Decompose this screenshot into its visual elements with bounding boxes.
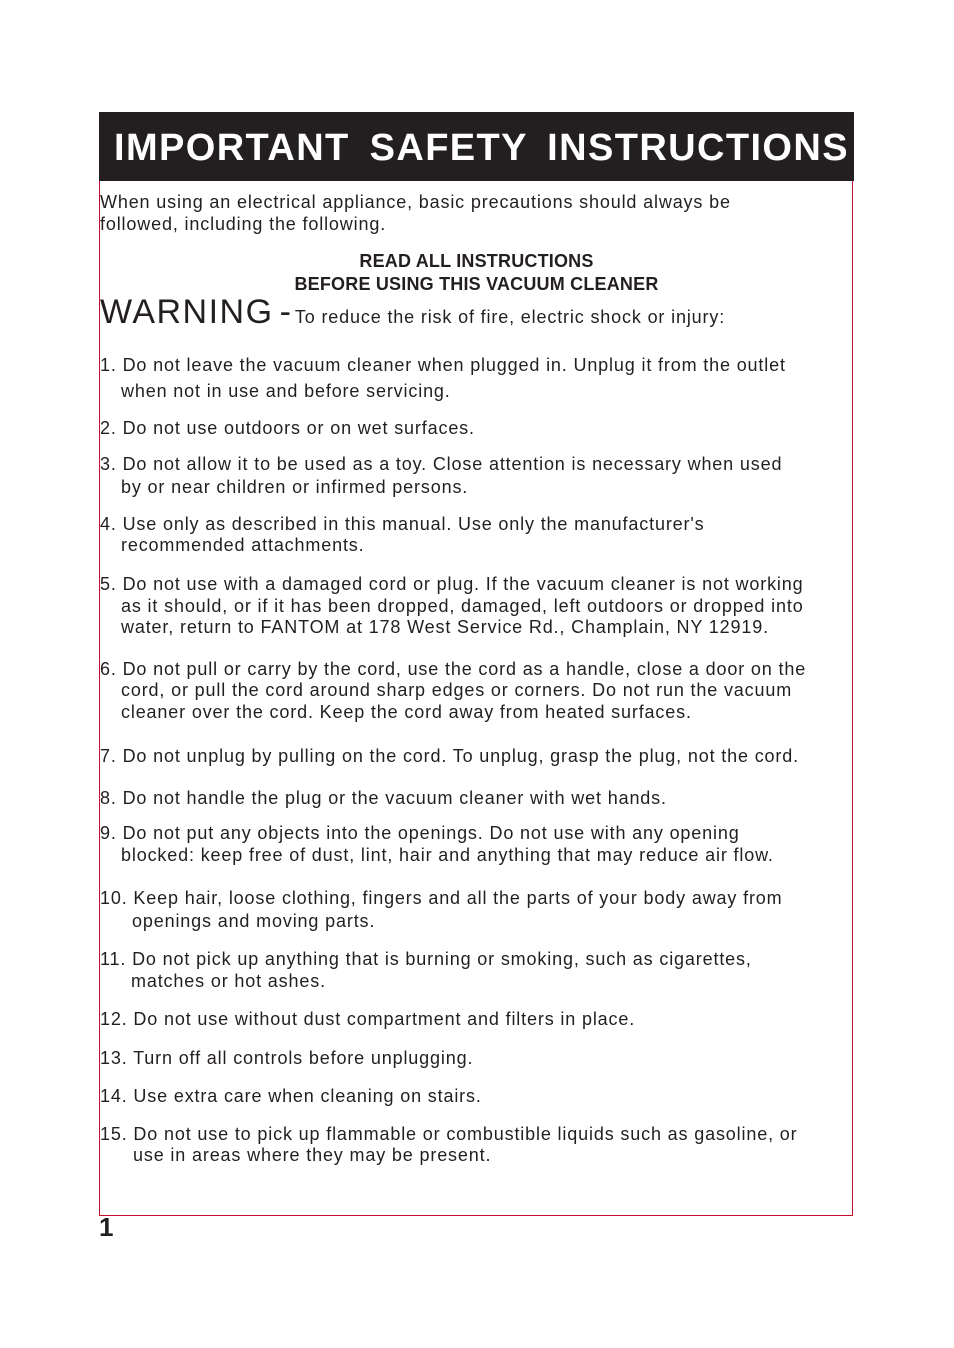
warning-line xyxy=(100,293,725,332)
read-heading-line-2: BEFORE USING THIS VACUUM CLEANER xyxy=(294,274,659,294)
instruction-item-6-line-3: cleaner over the cord. Keep the cord away from heated surfaces. xyxy=(121,702,692,722)
instruction-item-15-line-1: 15. Do not use to pick up flammable or combustible liquids such as gasoline, or xyxy=(100,1124,798,1144)
instruction-item-4-line-1: 4. Use only as described in this manual. Use only the manufacturer's xyxy=(100,514,705,534)
instruction-item-10-line-1: 10. Keep hair, loose clothing, fingers and all the parts of your body away from xyxy=(100,888,783,908)
warning-dash: - xyxy=(279,293,291,331)
instruction-item-12-line-1: 12. Do not use without dust compartment and filters in place. xyxy=(100,1009,636,1029)
instruction-item-13-line-1: 13. Turn off all controls before unplugging. xyxy=(100,1048,474,1068)
instruction-item-3-line-2: by or near children or infirmed persons. xyxy=(121,477,469,497)
instruction-item-9-line-2: blocked: keep free of dust, lint, hair and anything that may reduce air flow. xyxy=(121,845,774,865)
intro-line-2: followed, including the following. xyxy=(100,214,387,234)
instruction-item-7-line-1: 7. Do not unplug by pulling on the cord. To unplug, grasp the plug, not the cord. xyxy=(100,746,799,766)
instruction-item-1-line-1: 1. Do not leave the vacuum cleaner when plugged in. Unplug it from the outlet xyxy=(100,355,786,375)
page-title: IMPORTANT SAFETY INSTRUCTIONS xyxy=(114,127,849,169)
page-number: 1 xyxy=(99,1212,114,1242)
instruction-item-5-line-3: water, return to FANTOM at 178 West Service Rd., Champlain, NY 12919. xyxy=(121,617,769,637)
instruction-item-11-line-1: 11. Do not pick up anything that is burning or smoking, such as cigarettes, xyxy=(100,949,752,969)
title-bar xyxy=(99,112,854,181)
instruction-item-8-line-1: 8. Do not handle the plug or the vacuum cleaner with wet hands. xyxy=(100,788,667,808)
instruction-item-2-line-1: 2. Do not use outdoors or on wet surfaces. xyxy=(100,418,475,438)
instruction-item-14-line-1: 14. Use extra care when cleaning on stairs. xyxy=(100,1086,482,1106)
instruction-item-3-line-1: 3. Do not allow it to be used as a toy. Close attention is necessary when used xyxy=(100,454,783,474)
instruction-item-9-line-1: 9. Do not put any objects into the openings. Do not use with any opening xyxy=(100,823,740,843)
instruction-item-15-line-2: use in areas where they may be present. xyxy=(133,1145,492,1165)
instruction-item-5-line-1: 5. Do not use with a damaged cord or plug. If the vacuum cleaner is not working xyxy=(100,574,804,594)
instruction-item-5-line-2: as it should, or if it has been dropped, damaged, left outdoors or dropped into xyxy=(121,596,804,616)
intro-line-1: When using an electrical appliance, basic precautions should always be xyxy=(100,192,731,212)
instruction-item-4-line-2: recommended attachments. xyxy=(121,535,365,555)
instruction-item-11-line-2: matches or hot ashes. xyxy=(131,971,326,991)
read-heading-line-1: READ ALL INSTRUCTIONS xyxy=(359,251,594,271)
warning-word: WARNING xyxy=(100,293,274,331)
instruction-item-6-line-1: 6. Do not pull or carry by the cord, use the cord as a handle, close a door on the xyxy=(100,659,807,679)
instruction-item-10-line-2: openings and moving parts. xyxy=(132,911,376,931)
instruction-item-6-line-2: cord, or pull the cord around sharp edges or corners. Do not run the vacuum xyxy=(121,680,793,700)
instruction-item-1-line-2: when not in use and before servicing. xyxy=(121,381,451,401)
warning-text: To reduce the risk of fire, electric shock or injury: xyxy=(294,307,726,327)
